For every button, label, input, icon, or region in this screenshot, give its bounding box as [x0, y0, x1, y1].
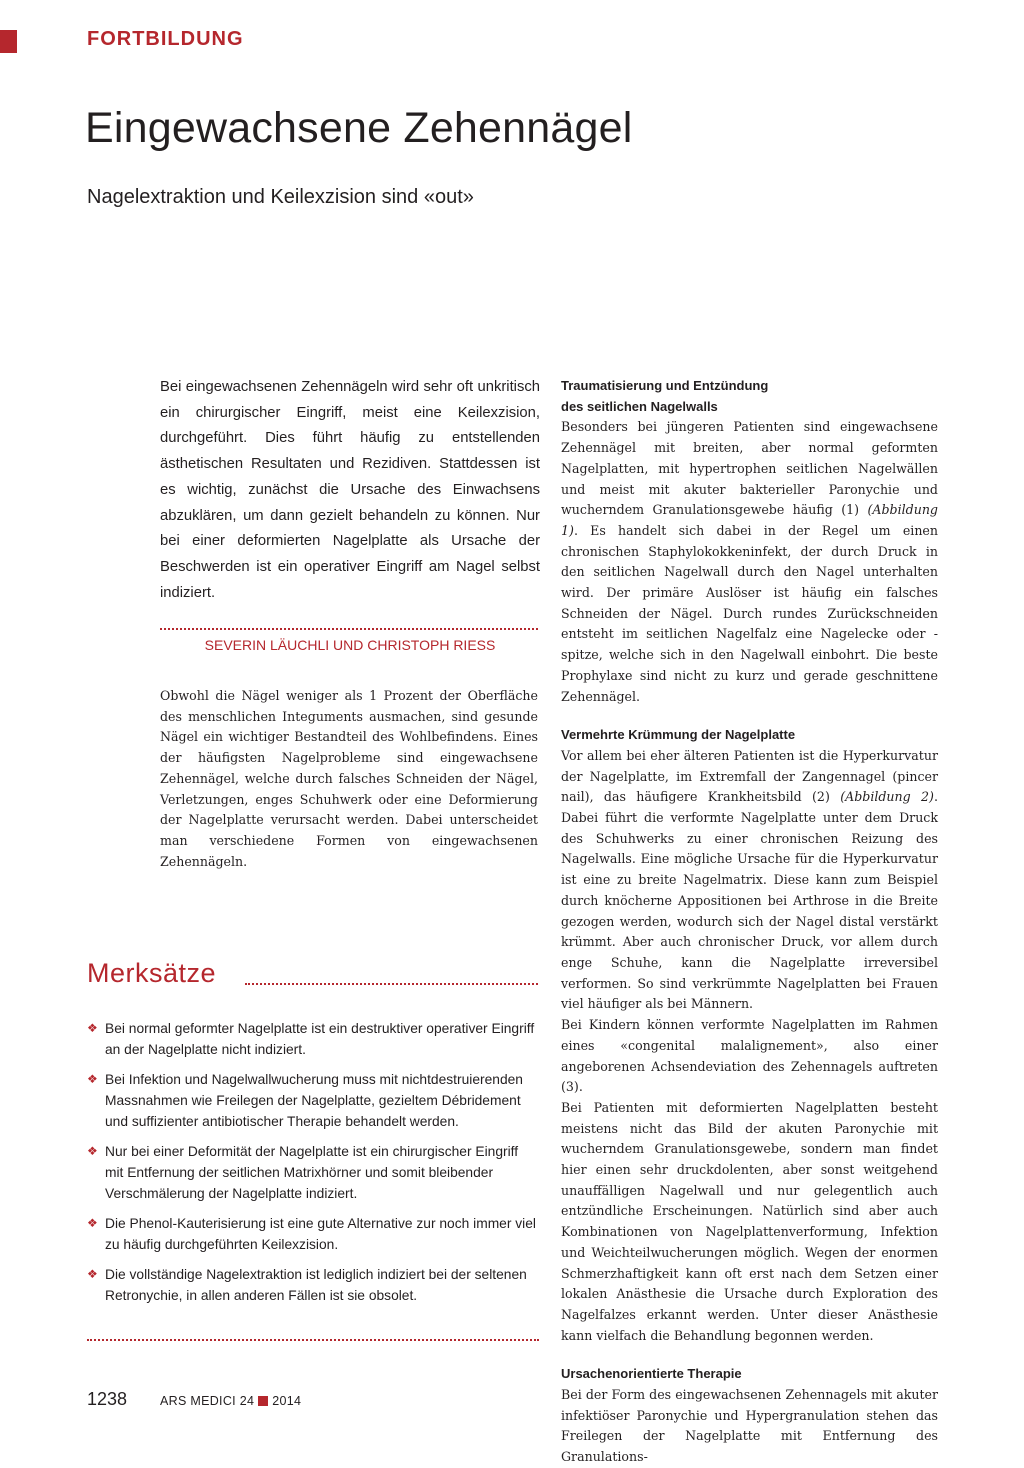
paragraph-text: . Dabei führt die verformte Nagelplatte unter dem Druck des Schuhwerks zu einer chronischen Reizung des Nagelwalls. Eine mögliche Ursache für die Hyperkurvatur ist eine zu breite Nagelmatrix. Diese kann zum Beispiel durch knöcherne Appositionen bei Arthrose in die Breite gezogen werden, wodurch sich der Nagel distal verstärkt krümmt. Aber auch chronischer Druck, vor allem durch enge Schuhe, kann die Nagelplatte irreversibel verformen. So sind verkrümmte Nagelplatten bei Frauen viel häufiger als bei Männern. [561, 789, 938, 1012]
paragraph-text: . Es handelt sich dabei in der Regel um einen chronischen Staphylokokkeninfekt, der durch Druck in den seitlichen Nagelwall durch den Nagel unterhalten wird. Der primäre Auslöser ist häufig ein falsches Schneiden der Nägel. Durch rundes Zurückschneiden entsteht im seitlichen Nagelfalz eine Nagelecke oder -spitze, welche sich in den Nagelwall einbohrt. Die beste Prophylaxe sind nicht zu kurz und gerade geschnittene Zehennägel. [561, 522, 938, 704]
journal-name: ARS MEDICI 24 [160, 1394, 255, 1408]
merksaetze-title-rule [245, 983, 538, 985]
section-heading-therapie: Ursachenorientierte Therapie [561, 1366, 742, 1382]
square-separator-icon [258, 1396, 268, 1406]
figure-reference: (Abbildung 1) [561, 502, 938, 538]
merksatz-item [87, 1264, 539, 1306]
paragraph-text: Vor allem bei eher älteren Patienten ist die Hyperkurvatur der Nagelplatte, im Extremfall der Zangennagel (pincer nail), das häufigere Krankheitsbild (2) [561, 747, 938, 805]
authors: SEVERIN LÄUCHLI UND CHRISTOPH RIESS [204, 637, 496, 653]
section-label: FORTBILDUNG [87, 28, 244, 50]
merksatz-item [87, 1213, 539, 1255]
diamond-bullet-icon: ❖ [87, 1072, 98, 1086]
merksatz-text: Bei Infektion und Nagelwallwucherung muss mit nichtdestruierenden Massnahmen wie Freilegen der Nagelplatte, gezieltem Débridement und suffizienter antibiotischer Therapie behandelt werden. [105, 1072, 523, 1129]
journal-info [160, 1394, 301, 1408]
section-paragraph: Bei Patienten mit deformierten Nagelplatten besteht meistens nicht das Bild der akuten Paronychie mit wucherndem Granulationsgewebe, sondern man findet hier einen sehr druckdolenten, aber sonst weitgehend unauffälligen Nagelwall und nur gelegentlich auch entzündliche Erscheinungen. Natürlich sind aber auch Kombinationen von Nagelplattenverformung, Infektion und Weichteilwucherungen möglich. Wegen der enormen Schmerzhaftigkeit kann oft erst nach dem Setzen einer lokalen Anästhesie die Ursache durch Exploration des Nagelfalzes erkannt werden. Unter dieser Anästhesie kann vielfach die Behandlung begonnen werden. [561, 1099, 938, 1343]
merksaetze-title: Merksätze [87, 958, 217, 988]
figure-reference: (Abbildung 2) [840, 789, 934, 805]
section-paragraph: Bei Kindern können verformte Nagelplatten im Rahmen eines «congenital malalignement», also einer angeborenen Achsendeviation des Zehennagels auftreten (3). [561, 1017, 938, 1095]
merksatz-item [87, 1018, 539, 1060]
heading-line: des seitlichen Nagelwalls [561, 398, 718, 414]
authors-divider [160, 628, 538, 630]
main-column [561, 376, 938, 1468]
section-paragraph [561, 746, 938, 1015]
merksaetze-bottom-rule [87, 1339, 539, 1341]
page-number: 1238 [87, 1389, 128, 1409]
merksatz-text: Die vollständige Nagelextraktion ist lediglich indiziert bei der seltenen Retronychie, in allen anderen Fällen ist sie obsolet. [105, 1267, 527, 1303]
merksatz-text: Nur bei einer Deformität der Nagelplatte ist ein chirurgischer Eingriff mit Entfernung der seitlichen Matrixhörner und somit bleibender Verschmälerung der Nagelplatte indiziert. [105, 1144, 519, 1201]
intro-paragraph: Obwohl die Nägel weniger als 1 Prozent der Oberfläche des menschlichen Integuments ausmachen, sind gesunde Nägel ein wichtiger Bestandteil des Wohlbefindens. Eines der häufigsten Nagelprobleme sind eingewachsene Zehennägel, welche durch falsches Schneiden der Nägel, Verletzungen, enges Schuhwerk oder eine Deformierung der Nagelplatte verursacht werden. Dabei unterscheidet man verschiedene Formen von eingewachsenen Zehennägeln. [160, 688, 538, 869]
diamond-bullet-icon: ❖ [87, 1021, 98, 1035]
section-paragraph [561, 417, 938, 707]
paragraph-text: Besonders bei jüngeren Patienten sind eingewachsene Zehennägel mit breiten, aber normal geformten Nagelplatten, mit hypertrophen seitlichen Nagelwällen und meist mit akuter bakterieller Paronychie und wucherndem Granulationsgewebe häufig (1) [561, 419, 938, 518]
lead-paragraph: Bei eingewachsenen Zehennägeln wird sehr oft unkritisch ein chirurgischer Eingriff, meist eine Keilexzision, durchgeführt. Dies führt häufig zu entstellenden ästhetischen Resultaten und Rezidiven. Stattdessen ist es wichtig, zunächst die Ursache des Einwachsens abzuklären, um dann gezielt behandeln zu können. Nur bei einer deformierten Nagelplatte als Ursache der Beschwerden ist ein operativer Eingriff am Nagel selbst indiziert. [160, 379, 540, 601]
merksatz-text: Die Phenol-Kauterisierung ist eine gute Alternative zur noch immer viel zu häufig durchgeführten Keilexzision. [105, 1216, 536, 1252]
merksatz-item [87, 1069, 539, 1132]
article-subtitle: Nagelextraktion und Keilexzision sind «out» [87, 186, 474, 208]
heading-line: Traumatisierung und Entzündung [561, 378, 769, 393]
section-heading-trauma [561, 376, 938, 417]
section-heading-kruemmung: Vermehrte Krümmung der Nagelplatte [561, 727, 796, 743]
merksaetze-list [87, 1018, 539, 1315]
diamond-bullet-icon: ❖ [87, 1267, 98, 1281]
diamond-bullet-icon: ❖ [87, 1144, 98, 1158]
article-title: Eingewachsene Zehennägel [85, 104, 633, 152]
intro-column [160, 686, 538, 872]
section-paragraph: Bei der Form des eingewachsenen Zehennagels mit akuter infektiöser Paronychie und Hypergranulation stehen das Freilegen der Nagelplatte mit Entfernung des Granulations- [561, 1387, 938, 1465]
diamond-bullet-icon: ❖ [87, 1216, 98, 1230]
merksatz-text: Bei normal geformter Nagelplatte ist ein destruktiver operativer Eingriff an der Nagelplatte nicht indiziert. [105, 1021, 535, 1057]
lead-text-block [160, 375, 540, 606]
journal-year: 2014 [272, 1394, 302, 1408]
section-marker [0, 30, 17, 53]
merksatz-item [87, 1141, 539, 1204]
